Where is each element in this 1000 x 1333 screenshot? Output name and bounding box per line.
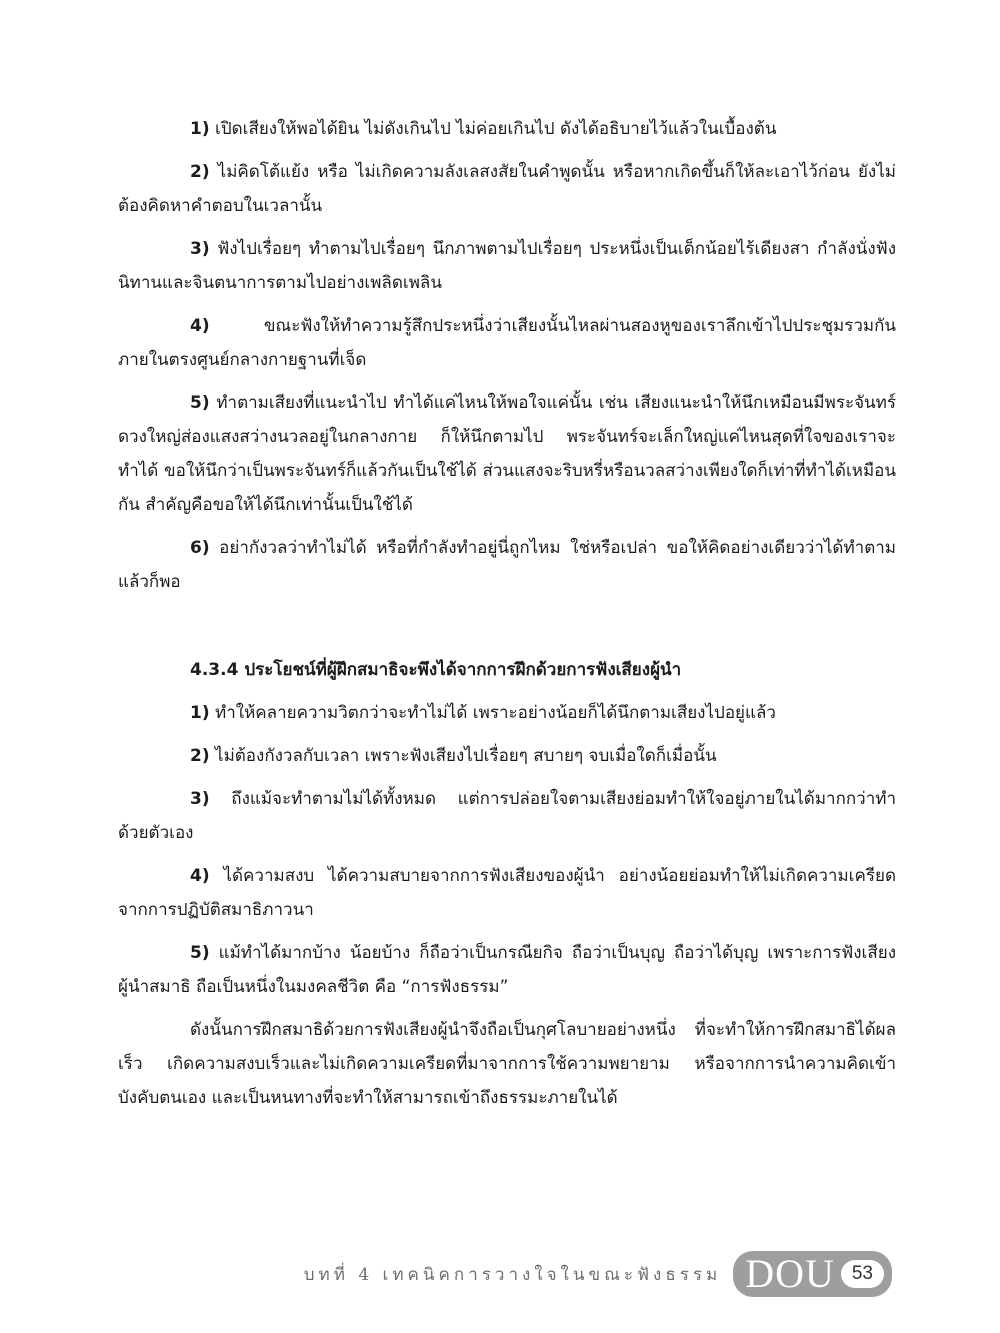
item-text: ไม่คิดโต้แย้ง หรือ ไม่เกิดความลังเลสงสัยในคำพูดนั้น หรือหากเกิดขึ้นก็ให้ละเอาไว้ก่อน ยังไม่ต้องคิดหาคำตอบในเวลานั้น: [118, 162, 896, 216]
item-number: 2): [190, 162, 210, 182]
item-text: เปิดเสียงให้พอได้ยิน ไม่ดังเกินไป ไม่ค่อยเกินไป ดังได้อธิบายไว้แล้วในเบื้องต้น: [215, 119, 777, 139]
list-item: [118, 782, 896, 850]
chapter-title: บทที่ 4 เทคนิคการวางใจในขณะฟังธรรม: [303, 1264, 722, 1285]
item-text: อย่ากังวลว่าทำไม่ได้ หรือที่กำลังทำอยู่นี่ถูกไหม ใช่หรือเปล่า ขอให้คิดอย่างเดียวว่าได้ทำตามแล้วก็พอ: [118, 538, 896, 592]
item-text: ทำให้คลายความวิตกว่าจะทำไม่ได้ เพราะอย่างน้อยก็ได้นึกตามเสียงไปอยู่แล้ว: [215, 703, 776, 723]
item-number: 5): [190, 943, 210, 963]
list-item: [118, 739, 896, 773]
item-number: 3): [190, 789, 210, 809]
page-footer: [304, 1251, 892, 1297]
conclusion-paragraph: ดังนั้นการฝึกสมาธิด้วยการฟังเสียงผู้นำจึงถือเป็นกุศโลบายอย่างหนึ่ง ที่จะทำให้การฝึกสมาธิได้ผลเร็ว เกิดความสงบเร็วและไม่เกิดความเครียดที่มาจากการใช้ความพยายาม หรือจากการนำความคิดเข้าบังคับตนเอง และเป็นหนทางที่จะทำให้สามารถเข้าถึงธรรมะภายในได้: [118, 1020, 896, 1108]
item-number: 2): [190, 746, 210, 766]
list-item: [118, 936, 896, 1004]
item-number: 1): [190, 703, 210, 723]
page-body: [118, 112, 896, 1124]
item-number: 3): [190, 239, 210, 259]
item-number: 5): [190, 393, 210, 413]
list-item: [118, 155, 896, 223]
item-text: ได้ความสงบ ได้ความสบายจากการฟังเสียงของผู้นำ อย่างน้อยย่อมทำให้ไม่เกิดความเครียดจากการปฏิบัติสมาธิภาวนา: [118, 866, 896, 920]
item-number: 4): [190, 866, 210, 886]
item-text: ทำตามเสียงที่แนะนำไป ทำได้แค่ไหนให้พอใจแค่นั้น เช่น เสียงแนะนำให้นึกเหมือนมีพระจันทร์ดวงใหญ่ส่องแสงสว่างนวลอยู่ในกลางกาย ก็ให้นึกตามไป พระจันทร์จะเล็กใหญ่แค่ไหนสุดที่ใจของเราจะทำได้ ขอให้นึกว่าเป็นพระจันทร์ก็แล้วกันเป็นใช้ได้ ส่วนแสงจะริบหรี่หรือนวลสว่างเพียงใดก็เท่าที่ทำได้เหมือนกัน สำคัญคือขอให้ได้นึกเท่านั้นเป็นใช้ได้: [118, 393, 896, 515]
item-text: ฟังไปเรื่อยๆ ทำตามไปเรื่อยๆ นึกภาพตามไปเรื่อยๆ ประหนึ่งเป็นเด็กน้อยไร้เดียงสา กำลังนั่งฟังนิทานและจินตนาการตามไปอย่างเพลิดเพลิน: [118, 239, 896, 293]
list-item: [118, 386, 896, 522]
item-number: 1): [190, 119, 210, 139]
list-item: [118, 232, 896, 300]
section-heading: 4.3.4 ประโยชน์ที่ผู้ฝึกสมาธิจะพึงได้จากการฝึกด้วยการฟังเสียงผู้นำ: [190, 660, 682, 680]
item-text: ถึงแม้จะทำตามไม่ได้ทั้งหมด แต่การปล่อยใจตามเสียงย่อมทำให้ใจอยู่ภายในได้มากกว่าทำ ด้วยตัวเอง: [118, 789, 896, 843]
list-item: [118, 309, 896, 377]
item-text: ขณะฟังให้ทำความรู้สึกประหนึ่งว่าเสียงนั้นไหลผ่านสองหูของเราลึกเข้าไปประชุมรวมกันภายในตรงศูนย์กลางกายฐานที่เจ็ด: [118, 316, 896, 370]
list-item: [118, 112, 896, 146]
list-item: [118, 531, 896, 599]
brand-logo-text: DOU: [745, 1251, 835, 1296]
page-number: 53: [841, 1260, 884, 1288]
item-number: 4): [190, 316, 210, 336]
list-item: [118, 696, 896, 730]
item-text: ไม่ต้องกังวลกับเวลา เพราะฟังเสียงไปเรื่อยๆ สบายๆ จบเมื่อใดก็เมื่อนั้น: [215, 746, 717, 766]
item-text: แม้ทำได้มากบ้าง น้อยบ้าง ก็ถือว่าเป็นกรณียกิจ ถือว่าเป็นบุญ ถือว่าได้บุญ เพราะการฟังเสียงผู้นำสมาธิ ถือเป็นหนึ่งในมงคลชีวิต คือ “การฟังธรรม”: [118, 943, 897, 997]
brand-badge: [733, 1251, 892, 1297]
item-number: 6): [190, 538, 210, 558]
list-item: [118, 859, 896, 927]
